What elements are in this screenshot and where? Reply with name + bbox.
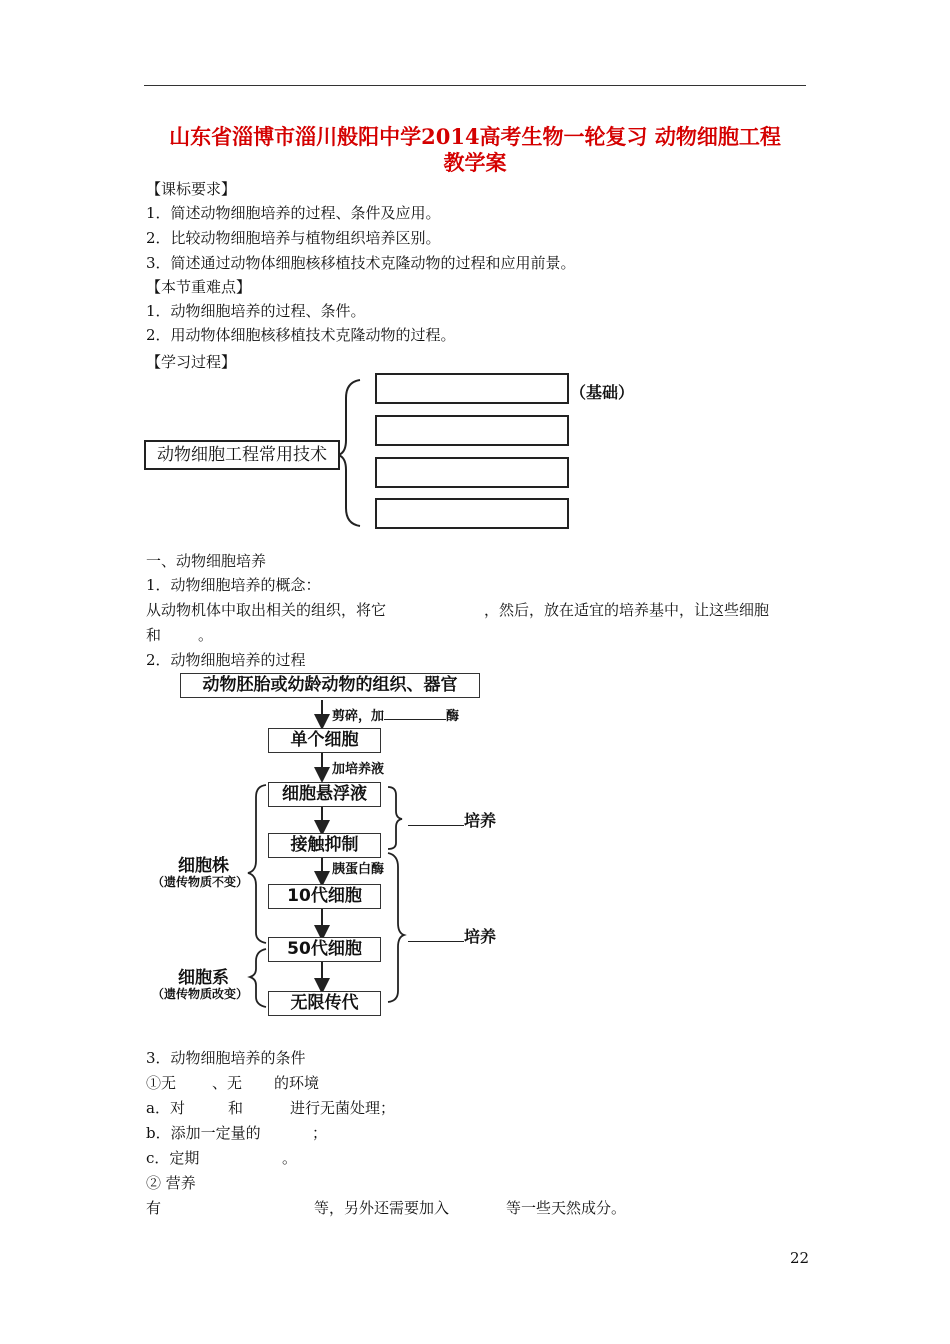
- culture-blank: [408, 927, 464, 942]
- section-heading-keypoints: 【本节重难点】: [146, 278, 252, 296]
- keypoint-item: 2．用动物体细胞核移植技术克隆动物的过程。: [146, 326, 456, 344]
- requirement-item: 3．简述通过动物体细胞核移植技术克隆动物的过程和应用前景。: [146, 254, 576, 272]
- concept-text-b: ，然后，放在适宜的培养基中，让这些细胞: [484, 601, 770, 619]
- section-heading-requirements: 【课标要求】: [146, 180, 237, 198]
- step1-label-a: 剪碎，加: [332, 709, 385, 724]
- primary-culture-label: [408, 808, 496, 831]
- page-title: 山东省淄博市淄川般阳中学2014高考生物一轮复习 动物细胞工程: [169, 124, 781, 149]
- page-title-line2: 教学案: [443, 150, 507, 175]
- line-note: （遗传物质改变）: [152, 987, 249, 1001]
- techniques-main-label: 动物细胞工程常用技术: [157, 445, 327, 465]
- gen10-box: 10代细胞: [268, 884, 381, 909]
- page-number: 22: [790, 1249, 810, 1267]
- condition-a-a: a．对: [146, 1099, 185, 1117]
- techniques-main-box: [144, 440, 340, 470]
- process-title: 2．动物细胞培养的过程: [146, 651, 306, 669]
- technique-blank-box: [375, 415, 569, 446]
- basis-label: （基础）: [570, 383, 635, 402]
- keypoint-item: 1．动物细胞培养的过程、条件。: [146, 302, 366, 320]
- concept-title: 1．动物细胞培养的概念：: [146, 576, 321, 594]
- step2-label: 加培养液: [332, 762, 385, 777]
- strain-note: （遗传物质不变）: [152, 875, 249, 889]
- condition-c-a: c．定期: [146, 1149, 200, 1167]
- trypsin-label: 胰蛋白酶: [332, 862, 385, 877]
- techniques-brace: [340, 378, 380, 528]
- culture-label: 培养: [464, 927, 497, 946]
- culture-blank: [408, 811, 464, 826]
- requirement-item: 1．简述动物细胞培养的过程、条件及应用。: [146, 204, 441, 222]
- step1-label: [332, 705, 459, 724]
- condition-1a: ①无: [146, 1074, 177, 1092]
- condition-b-b: ；: [312, 1124, 328, 1142]
- suspension-box: 细胞悬浮液: [268, 782, 381, 807]
- condition-2: ② 营养: [146, 1174, 196, 1192]
- infinite-box: 无限传代: [268, 991, 381, 1016]
- line-label: 细胞系: [178, 968, 229, 988]
- contact-inhibition-box: 接触抑制: [268, 833, 381, 858]
- concept-text-c: 和: [146, 626, 162, 644]
- concept-text-d: 。: [198, 626, 214, 644]
- technique-blank-box: [375, 457, 569, 488]
- technique-blank-box: [375, 498, 569, 529]
- condition-c-b: 。: [282, 1149, 298, 1167]
- section-heading-process: 【学习过程】: [146, 353, 237, 371]
- condition-b-a: b．添加一定量的: [146, 1124, 261, 1142]
- strain-label: 细胞株: [178, 856, 229, 876]
- condition-1b: 、无: [212, 1074, 243, 1092]
- technique-blank-box: [375, 373, 569, 404]
- condition-1c: 的环境: [274, 1074, 320, 1092]
- requirement-item: 2．比较动物细胞培养与植物组织培养区别。: [146, 229, 441, 247]
- culture-label: 培养: [464, 811, 497, 830]
- single-cell-box: 单个细胞: [268, 728, 381, 753]
- part-one-title: 一、动物细胞培养: [146, 552, 267, 570]
- nutrition-c: 等一些天然成分。: [506, 1199, 627, 1217]
- gen50-box: 50代细胞: [268, 937, 381, 962]
- subculture-label: [408, 924, 496, 947]
- conditions-title: 3．动物细胞培养的条件: [146, 1049, 306, 1067]
- enzyme-blank: [384, 705, 446, 720]
- nutrition-a: 有: [146, 1199, 162, 1217]
- condition-a-c: 进行无菌处理；: [290, 1099, 396, 1117]
- step1-label-b: 酶: [446, 709, 460, 724]
- header-rule: [144, 85, 806, 86]
- concept-text-a: 从动物机体中取出相关的组织，将它: [146, 601, 387, 619]
- flow-start-box: 动物胚胎或幼龄动物的组织、器官: [180, 673, 480, 698]
- strain-brace: [246, 783, 270, 1013]
- nutrition-b: 等，另外还需要加入: [314, 1199, 450, 1217]
- condition-a-b: 和: [228, 1099, 244, 1117]
